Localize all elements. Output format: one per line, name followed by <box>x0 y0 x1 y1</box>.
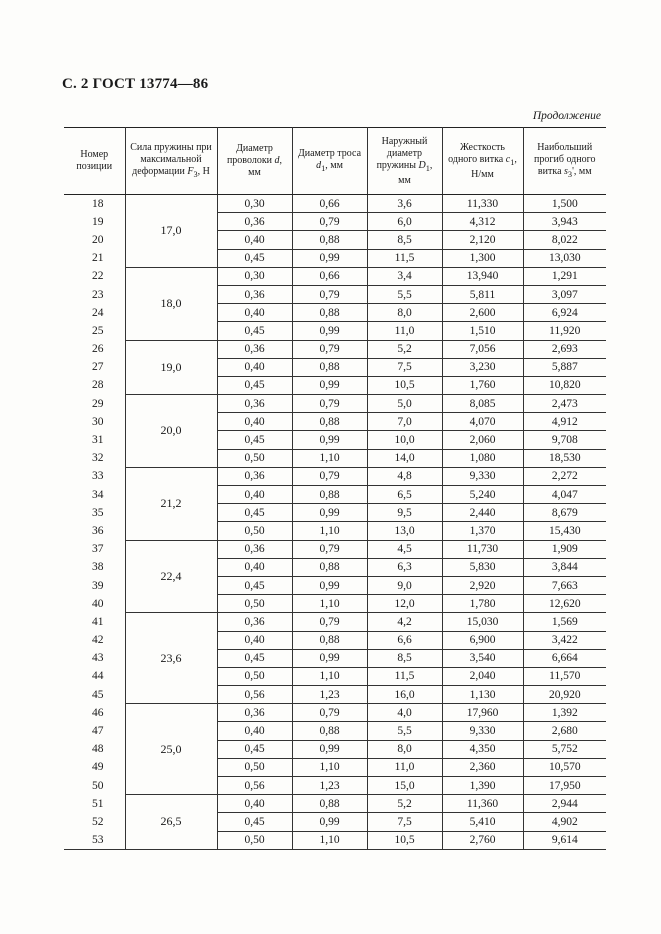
deflection-cell: 5,752 <box>523 740 606 758</box>
stiffness-cell: 7,056 <box>442 340 523 358</box>
springs-table <box>64 127 606 850</box>
deflection-cell: 15,430 <box>523 522 606 540</box>
wire-diameter-cell: 0,45 <box>217 649 292 667</box>
wire-diameter-cell: 0,45 <box>217 740 292 758</box>
table-row <box>64 704 606 722</box>
rope-diameter-cell: 0,99 <box>292 376 367 394</box>
stiffness-cell: 6,900 <box>442 631 523 649</box>
stiffness-cell: 2,040 <box>442 667 523 685</box>
position-cell: 22 <box>64 267 125 285</box>
stiffness-cell: 5,240 <box>442 486 523 504</box>
table-row <box>64 540 606 558</box>
outer-diameter-cell: 8,0 <box>367 304 442 322</box>
deflection-cell: 6,664 <box>523 649 606 667</box>
page-header: С. 2 ГОСТ 13774—86 <box>62 76 209 92</box>
position-cell: 18 <box>64 195 125 213</box>
wire-diameter-cell: 0,36 <box>217 213 292 231</box>
force-cell: 21,2 <box>125 467 217 540</box>
outer-diameter-cell: 3,6 <box>367 195 442 213</box>
stiffness-cell: 11,330 <box>442 195 523 213</box>
deflection-cell: 2,473 <box>523 395 606 413</box>
outer-diameter-cell: 5,5 <box>367 722 442 740</box>
stiffness-cell: 9,330 <box>442 722 523 740</box>
stiffness-cell: 1,760 <box>442 376 523 394</box>
stiffness-cell: 3,540 <box>442 649 523 667</box>
deflection-cell: 1,909 <box>523 540 606 558</box>
outer-diameter-cell: 4,2 <box>367 613 442 631</box>
stiffness-cell: 4,350 <box>442 740 523 758</box>
wire-diameter-cell: 0,50 <box>217 522 292 540</box>
rope-diameter-cell: 0,88 <box>292 558 367 576</box>
stiffness-cell: 11,730 <box>442 540 523 558</box>
stiffness-cell: 2,920 <box>442 576 523 594</box>
stiffness-cell: 2,360 <box>442 758 523 776</box>
force-cell: 17,0 <box>125 195 217 268</box>
rope-diameter-cell: 0,79 <box>292 613 367 631</box>
outer-diameter-cell: 16,0 <box>367 686 442 704</box>
outer-diameter-cell: 15,0 <box>367 777 442 795</box>
rope-diameter-cell: 0,99 <box>292 740 367 758</box>
stiffness-cell: 2,440 <box>442 504 523 522</box>
stiffness-cell: 1,510 <box>442 322 523 340</box>
outer-diameter-cell: 4,5 <box>367 540 442 558</box>
deflection-cell: 11,920 <box>523 322 606 340</box>
wire-diameter-cell: 0,36 <box>217 613 292 631</box>
stiffness-cell: 1,390 <box>442 777 523 795</box>
deflection-cell: 2,693 <box>523 340 606 358</box>
table-row <box>64 613 606 631</box>
position-cell: 25 <box>64 322 125 340</box>
column-header: Сила пружины при максимальной деформации $F_3$, Н <box>125 128 217 195</box>
position-cell: 27 <box>64 358 125 376</box>
rope-diameter-cell: 0,66 <box>292 195 367 213</box>
force-cell: 22,4 <box>125 540 217 613</box>
wire-diameter-cell: 0,50 <box>217 449 292 467</box>
position-cell: 48 <box>64 740 125 758</box>
stiffness-cell: 1,130 <box>442 686 523 704</box>
position-cell: 21 <box>64 249 125 267</box>
position-cell: 39 <box>64 576 125 594</box>
position-cell: 51 <box>64 795 125 813</box>
wire-diameter-cell: 0,36 <box>217 540 292 558</box>
rope-diameter-cell: 1,10 <box>292 831 367 849</box>
deflection-cell: 8,022 <box>523 231 606 249</box>
outer-diameter-cell: 6,6 <box>367 631 442 649</box>
outer-diameter-cell: 8,5 <box>367 231 442 249</box>
position-cell: 46 <box>64 704 125 722</box>
wire-diameter-cell: 0,45 <box>217 249 292 267</box>
rope-diameter-cell: 0,88 <box>292 722 367 740</box>
position-cell: 38 <box>64 558 125 576</box>
stiffness-cell: 1,370 <box>442 522 523 540</box>
deflection-cell: 20,920 <box>523 686 606 704</box>
outer-diameter-cell: 7,5 <box>367 358 442 376</box>
deflection-cell: 10,820 <box>523 376 606 394</box>
wire-diameter-cell: 0,50 <box>217 595 292 613</box>
wire-diameter-cell: 0,40 <box>217 722 292 740</box>
outer-diameter-cell: 3,4 <box>367 267 442 285</box>
rope-diameter-cell: 0,99 <box>292 504 367 522</box>
outer-diameter-cell: 8,5 <box>367 649 442 667</box>
position-cell: 19 <box>64 213 125 231</box>
rope-diameter-cell: 0,79 <box>292 704 367 722</box>
deflection-cell: 12,620 <box>523 595 606 613</box>
column-header: Жесткость одного витка $c_1$, Н/мм <box>442 128 523 195</box>
outer-diameter-cell: 5,2 <box>367 340 442 358</box>
deflection-cell: 4,912 <box>523 413 606 431</box>
wire-diameter-cell: 0,50 <box>217 758 292 776</box>
position-cell: 24 <box>64 304 125 322</box>
outer-diameter-cell: 5,5 <box>367 285 442 303</box>
position-cell: 53 <box>64 831 125 849</box>
position-cell: 32 <box>64 449 125 467</box>
position-cell: 40 <box>64 595 125 613</box>
wire-diameter-cell: 0,40 <box>217 304 292 322</box>
wire-diameter-cell: 0,30 <box>217 195 292 213</box>
rope-diameter-cell: 1,10 <box>292 667 367 685</box>
wire-diameter-cell: 0,40 <box>217 231 292 249</box>
column-header: Диаметр проволоки d, мм <box>217 128 292 195</box>
position-cell: 20 <box>64 231 125 249</box>
outer-diameter-cell: 6,5 <box>367 486 442 504</box>
column-header: Наибольший прогиб одного витка $s_3'$, мм <box>523 128 606 195</box>
table-row <box>64 395 606 413</box>
outer-diameter-cell: 5,2 <box>367 795 442 813</box>
outer-diameter-cell: 6,3 <box>367 558 442 576</box>
wire-diameter-cell: 0,36 <box>217 467 292 485</box>
deflection-cell: 1,500 <box>523 195 606 213</box>
force-cell: 25,0 <box>125 704 217 795</box>
stiffness-cell: 5,410 <box>442 813 523 831</box>
rope-diameter-cell: 0,79 <box>292 395 367 413</box>
deflection-cell: 13,030 <box>523 249 606 267</box>
deflection-cell: 9,708 <box>523 431 606 449</box>
table-header-row <box>64 128 606 195</box>
position-cell: 42 <box>64 631 125 649</box>
deflection-cell: 3,943 <box>523 213 606 231</box>
stiffness-cell: 1,080 <box>442 449 523 467</box>
deflection-cell: 3,844 <box>523 558 606 576</box>
position-cell: 50 <box>64 777 125 795</box>
deflection-cell: 5,887 <box>523 358 606 376</box>
rope-diameter-cell: 0,79 <box>292 213 367 231</box>
position-cell: 44 <box>64 667 125 685</box>
rope-diameter-cell: 0,88 <box>292 304 367 322</box>
outer-diameter-cell: 8,0 <box>367 740 442 758</box>
position-cell: 29 <box>64 395 125 413</box>
wire-diameter-cell: 0,40 <box>217 358 292 376</box>
stiffness-cell: 17,960 <box>442 704 523 722</box>
deflection-cell: 8,679 <box>523 504 606 522</box>
position-cell: 36 <box>64 522 125 540</box>
table-row <box>64 195 606 213</box>
deflection-cell: 18,530 <box>523 449 606 467</box>
deflection-cell: 4,047 <box>523 486 606 504</box>
position-cell: 52 <box>64 813 125 831</box>
position-cell: 26 <box>64 340 125 358</box>
wire-diameter-cell: 0,45 <box>217 431 292 449</box>
stiffness-cell: 4,070 <box>442 413 523 431</box>
position-cell: 31 <box>64 431 125 449</box>
wire-diameter-cell: 0,56 <box>217 777 292 795</box>
rope-diameter-cell: 0,99 <box>292 322 367 340</box>
rope-diameter-cell: 1,23 <box>292 686 367 704</box>
rope-diameter-cell: 0,88 <box>292 631 367 649</box>
rope-diameter-cell: 0,88 <box>292 795 367 813</box>
rope-diameter-cell: 0,88 <box>292 358 367 376</box>
stiffness-cell: 3,230 <box>442 358 523 376</box>
rope-diameter-cell: 0,79 <box>292 540 367 558</box>
wire-diameter-cell: 0,40 <box>217 558 292 576</box>
deflection-cell: 3,422 <box>523 631 606 649</box>
wire-diameter-cell: 0,56 <box>217 686 292 704</box>
stiffness-cell: 11,360 <box>442 795 523 813</box>
table-row <box>64 267 606 285</box>
stiffness-cell: 13,940 <box>442 267 523 285</box>
outer-diameter-cell: 11,0 <box>367 322 442 340</box>
table-row <box>64 467 606 485</box>
rope-diameter-cell: 0,88 <box>292 231 367 249</box>
wire-diameter-cell: 0,36 <box>217 285 292 303</box>
stiffness-cell: 5,830 <box>442 558 523 576</box>
position-cell: 47 <box>64 722 125 740</box>
outer-diameter-cell: 9,5 <box>367 504 442 522</box>
stiffness-cell: 4,312 <box>442 213 523 231</box>
position-cell: 43 <box>64 649 125 667</box>
wire-diameter-cell: 0,40 <box>217 413 292 431</box>
deflection-cell: 2,944 <box>523 795 606 813</box>
outer-diameter-cell: 4,0 <box>367 704 442 722</box>
deflection-cell: 2,680 <box>523 722 606 740</box>
deflection-cell: 7,663 <box>523 576 606 594</box>
stiffness-cell: 2,060 <box>442 431 523 449</box>
wire-diameter-cell: 0,36 <box>217 395 292 413</box>
force-cell: 20,0 <box>125 395 217 468</box>
rope-diameter-cell: 0,88 <box>292 413 367 431</box>
outer-diameter-cell: 5,0 <box>367 395 442 413</box>
rope-diameter-cell: 0,99 <box>292 576 367 594</box>
wire-diameter-cell: 0,45 <box>217 504 292 522</box>
force-cell: 19,0 <box>125 340 217 395</box>
column-header: Номер позиции <box>64 128 125 195</box>
position-cell: 49 <box>64 758 125 776</box>
outer-diameter-cell: 7,5 <box>367 813 442 831</box>
position-cell: 33 <box>64 467 125 485</box>
outer-diameter-cell: 12,0 <box>367 595 442 613</box>
outer-diameter-cell: 14,0 <box>367 449 442 467</box>
deflection-cell: 4,902 <box>523 813 606 831</box>
stiffness-cell: 15,030 <box>442 613 523 631</box>
rope-diameter-cell: 0,99 <box>292 249 367 267</box>
outer-diameter-cell: 11,5 <box>367 249 442 267</box>
rope-diameter-cell: 0,79 <box>292 340 367 358</box>
rope-diameter-cell: 0,66 <box>292 267 367 285</box>
outer-diameter-cell: 11,0 <box>367 758 442 776</box>
wire-diameter-cell: 0,40 <box>217 631 292 649</box>
column-header: Наружный диаметр пружины $D_1$, мм <box>367 128 442 195</box>
wire-diameter-cell: 0,45 <box>217 322 292 340</box>
force-cell: 26,5 <box>125 795 217 850</box>
deflection-cell: 11,570 <box>523 667 606 685</box>
column-header: Диаметр троса $d_1$, мм <box>292 128 367 195</box>
wire-diameter-cell: 0,30 <box>217 267 292 285</box>
rope-diameter-cell: 0,99 <box>292 431 367 449</box>
position-cell: 30 <box>64 413 125 431</box>
wire-diameter-cell: 0,36 <box>217 704 292 722</box>
rope-diameter-cell: 1,10 <box>292 758 367 776</box>
wire-diameter-cell: 0,50 <box>217 831 292 849</box>
table-row <box>64 340 606 358</box>
position-cell: 41 <box>64 613 125 631</box>
outer-diameter-cell: 7,0 <box>367 413 442 431</box>
stiffness-cell: 9,330 <box>442 467 523 485</box>
deflection-cell: 10,570 <box>523 758 606 776</box>
outer-diameter-cell: 9,0 <box>367 576 442 594</box>
outer-diameter-cell: 4,8 <box>367 467 442 485</box>
rope-diameter-cell: 0,79 <box>292 285 367 303</box>
position-cell: 37 <box>64 540 125 558</box>
table-row <box>64 795 606 813</box>
stiffness-cell: 8,085 <box>442 395 523 413</box>
rope-diameter-cell: 1,10 <box>292 595 367 613</box>
stiffness-cell: 2,120 <box>442 231 523 249</box>
deflection-cell: 1,291 <box>523 267 606 285</box>
position-cell: 23 <box>64 285 125 303</box>
outer-diameter-cell: 6,0 <box>367 213 442 231</box>
stiffness-cell: 2,760 <box>442 831 523 849</box>
deflection-cell: 9,614 <box>523 831 606 849</box>
wire-diameter-cell: 0,45 <box>217 813 292 831</box>
rope-diameter-cell: 1,23 <box>292 777 367 795</box>
deflection-cell: 3,097 <box>523 285 606 303</box>
wire-diameter-cell: 0,40 <box>217 486 292 504</box>
stiffness-cell: 1,780 <box>442 595 523 613</box>
continuation-label: Продолжение <box>532 110 601 122</box>
outer-diameter-cell: 10,5 <box>367 831 442 849</box>
deflection-cell: 17,950 <box>523 777 606 795</box>
outer-diameter-cell: 11,5 <box>367 667 442 685</box>
deflection-cell: 1,569 <box>523 613 606 631</box>
rope-diameter-cell: 0,99 <box>292 649 367 667</box>
deflection-cell: 2,272 <box>523 467 606 485</box>
stiffness-cell: 5,811 <box>442 285 523 303</box>
force-cell: 23,6 <box>125 613 217 704</box>
position-cell: 45 <box>64 686 125 704</box>
deflection-cell: 6,924 <box>523 304 606 322</box>
position-cell: 28 <box>64 376 125 394</box>
outer-diameter-cell: 10,0 <box>367 431 442 449</box>
wire-diameter-cell: 0,45 <box>217 576 292 594</box>
outer-diameter-cell: 13,0 <box>367 522 442 540</box>
position-cell: 34 <box>64 486 125 504</box>
force-cell: 18,0 <box>125 267 217 340</box>
wire-diameter-cell: 0,40 <box>217 795 292 813</box>
wire-diameter-cell: 0,50 <box>217 667 292 685</box>
outer-diameter-cell: 10,5 <box>367 376 442 394</box>
stiffness-cell: 1,300 <box>442 249 523 267</box>
stiffness-cell: 2,600 <box>442 304 523 322</box>
rope-diameter-cell: 0,88 <box>292 486 367 504</box>
deflection-cell: 1,392 <box>523 704 606 722</box>
rope-diameter-cell: 0,99 <box>292 813 367 831</box>
wire-diameter-cell: 0,45 <box>217 376 292 394</box>
rope-diameter-cell: 1,10 <box>292 522 367 540</box>
position-cell: 35 <box>64 504 125 522</box>
rope-diameter-cell: 1,10 <box>292 449 367 467</box>
wire-diameter-cell: 0,36 <box>217 340 292 358</box>
rope-diameter-cell: 0,79 <box>292 467 367 485</box>
